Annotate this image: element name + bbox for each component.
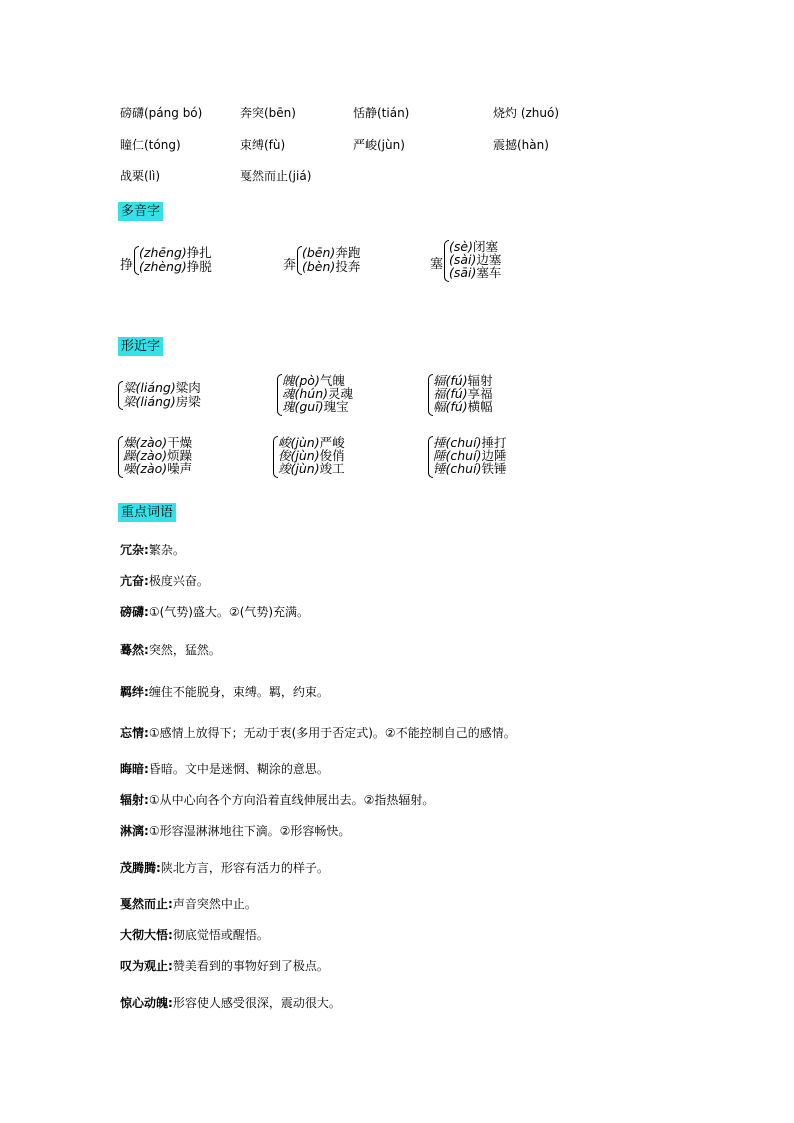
xingjin-line: 粱(liáng)粱肉: [123, 380, 201, 395]
word-entry: 淋漓:①形容湿淋淋地往下滴。②形容畅快。: [120, 824, 351, 838]
xingjin-line: 魂(hún)灵魂: [282, 386, 354, 401]
word-entry: 忘情:①感情上放得下；无动于衷(多用于否定式)。②不能控制自己的感情。: [120, 726, 516, 740]
duoyin-head: 奔: [283, 258, 297, 273]
word-entry: 蓦然:突然，猛然。: [120, 643, 221, 657]
pinyin-item: 戛然而止(jiá): [240, 169, 312, 183]
pinyin-item: 严峻(jùn): [353, 138, 405, 152]
word-entry: 磅礴:①(气势)盛大。②(气势)充满。: [120, 605, 310, 619]
word-entry: 惊心动魄:形容使人感受很深，震动很大。: [120, 996, 341, 1010]
word-entry: 羁绊:缠住不能脱身，束缚。羁，约束。: [120, 685, 329, 699]
xingjin-line: 俊(jùn)俊俏: [278, 448, 345, 463]
pinyin-item: 恬静(tián): [353, 106, 410, 120]
duoyin-line: (bēn)奔跑: [302, 245, 361, 260]
xingjin-line: 锤(chuí)铁锤: [433, 461, 507, 476]
word-entry: 茂腾腾:陕北方言，形容有活力的样子。: [120, 861, 329, 875]
pinyin-item: 束缚(fù): [240, 138, 286, 152]
xingjin-line: 辐(fú)辐射: [433, 373, 493, 388]
xingjin-line: 躁(zào)烦躁: [123, 448, 193, 463]
xingjin-line: 噪(zào)噪声: [123, 461, 193, 476]
xingjin-line: 幅(fú)横幅: [433, 399, 493, 414]
xingjin-line: 瑰(guī)瑰宝: [282, 399, 349, 414]
word-entry: 戛然而止:声音突然中止。: [120, 897, 257, 911]
duoyin-line: (sài)边塞: [449, 252, 502, 267]
word-entry: 晦暗:昏暗。文中是迷惘、糊涂的意思。: [120, 762, 329, 776]
duoyin-head: 塞: [430, 257, 444, 272]
pinyin-item: 瞳仁(tóng): [120, 138, 181, 152]
xingjin-line: 魄(pò)气魄: [282, 373, 345, 388]
xingjin-line: 陲(chuí)边陲: [433, 448, 507, 463]
duoyin-line: (zhēng)挣扎: [139, 245, 212, 260]
xingjin-line: 梁(liáng)房梁: [123, 394, 201, 409]
section-heading-xingjin: 形近字: [118, 337, 163, 356]
word-entry: 冗杂:繁杂。: [120, 543, 185, 557]
duoyin-line: (sè)闭塞: [449, 239, 498, 254]
pinyin-item: 奔突(bēn): [240, 106, 296, 120]
word-entry: 亢奋:极度兴奋。: [120, 574, 209, 588]
duoyin-line: (bèn)投奔: [302, 259, 361, 274]
xingjin-line: 竣(jùn)竣工: [278, 461, 345, 476]
pinyin-item: 磅礴(páng bó): [120, 106, 203, 120]
xingjin-line: 捶(chuí)捶打: [433, 435, 507, 450]
section-heading-cidian: 重点词语: [118, 503, 176, 522]
xingjin-line: 燥(zào)干燥: [123, 435, 193, 450]
word-entry: 叹为观止:赞美看到的事物好到了极点。: [120, 959, 329, 973]
word-entry: 辐射:①从中心向各个方向沿着直线伸展出去。②指热辐射。: [120, 793, 435, 807]
duoyin-line: (sāi)塞车: [449, 265, 502, 280]
pinyin-item: 震撼(hàn): [493, 138, 549, 152]
duoyin-head: 挣: [120, 258, 134, 273]
duoyin-line: (zhèng)挣脱: [139, 259, 212, 274]
pinyin-item: 战栗(lì): [120, 169, 161, 183]
xingjin-line: 峻(jùn)严峻: [278, 435, 345, 450]
word-entry: 大彻大悟:彻底觉悟或醒悟。: [120, 928, 269, 942]
pinyin-item: 烧灼 (zhuó): [493, 106, 560, 120]
xingjin-line: 福(fú)享福: [433, 386, 493, 401]
section-heading-duoyin: 多音字: [118, 202, 163, 221]
